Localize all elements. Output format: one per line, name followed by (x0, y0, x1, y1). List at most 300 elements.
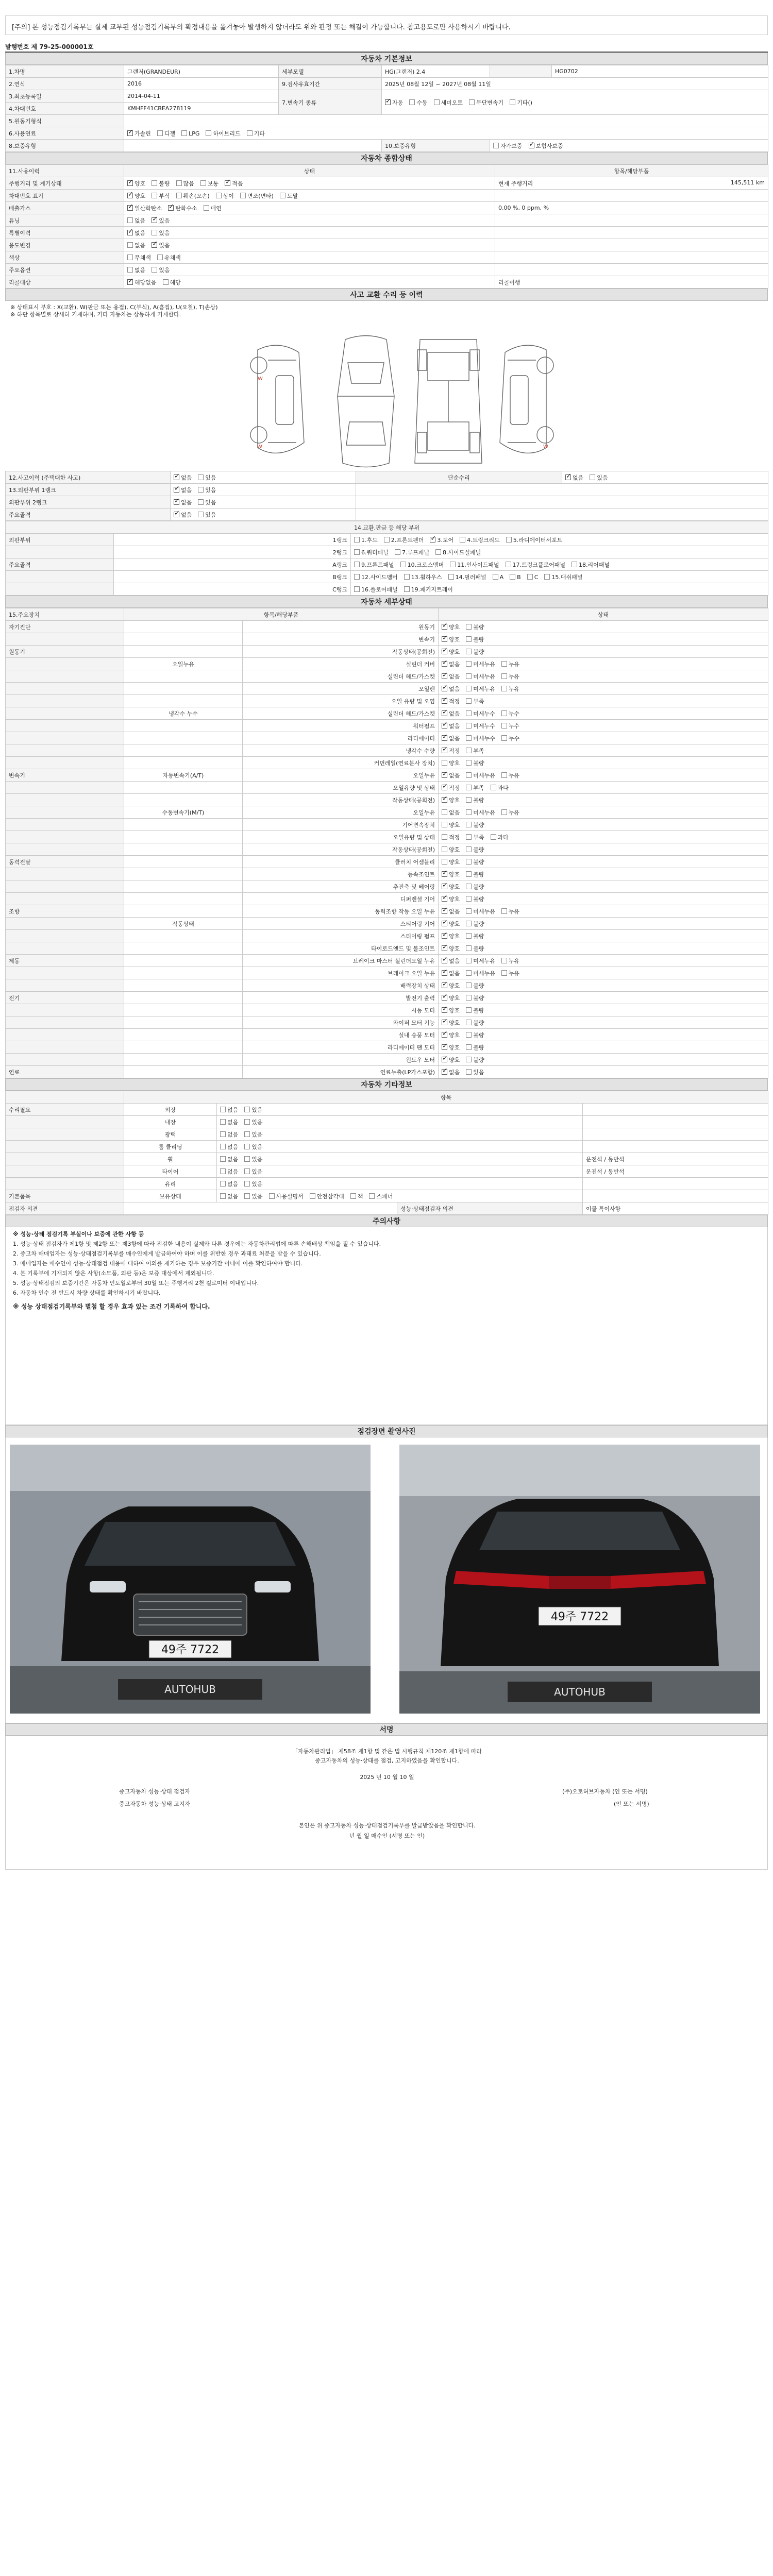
checkbox-icon[interactable] (385, 99, 391, 105)
checkbox-icon[interactable] (469, 99, 475, 105)
checkbox-icon[interactable] (409, 99, 415, 105)
checkbox-icon[interactable] (506, 537, 512, 543)
checkbox-icon[interactable] (442, 970, 447, 976)
checkbox-icon[interactable] (466, 710, 472, 716)
checkbox-icon[interactable] (466, 624, 472, 630)
checkbox-icon[interactable] (369, 1193, 375, 1199)
option-detail.rows.33.opts-0[interactable] (442, 1031, 460, 1039)
option-summary.rows.4.opts-0[interactable] (127, 229, 145, 237)
option-detail.rows.21.opts-0[interactable] (442, 883, 460, 891)
checkbox-icon[interactable] (200, 180, 206, 186)
checkbox-icon[interactable] (127, 180, 133, 186)
option-summary.rows.0.opts-0[interactable] (127, 179, 145, 188)
checkbox-icon[interactable] (466, 945, 472, 951)
option-accident.parts_rows.3.parts-5[interactable] (527, 574, 539, 581)
option-basic.fuel_opts-2[interactable] (181, 130, 199, 137)
checkbox-icon[interactable] (152, 193, 157, 198)
checkbox-icon[interactable] (442, 871, 447, 877)
option-detail.rows.2.opts-1[interactable] (466, 648, 484, 656)
option-summary.rows.2.opts-0[interactable] (127, 204, 162, 212)
checkbox-icon[interactable] (152, 217, 157, 223)
option-detail.rows.24.opts-0[interactable] (442, 920, 460, 928)
option-detail.rows.16.opts-1[interactable] (466, 821, 484, 829)
checkbox-icon[interactable] (442, 760, 447, 766)
option-detail.rows.23.opts-2[interactable] (501, 907, 519, 916)
checkbox-icon[interactable] (442, 846, 447, 852)
option-summary.rows.8.opts-0[interactable] (127, 278, 157, 286)
option-other.rows.5.opts-0[interactable] (220, 1167, 238, 1176)
option-detail.rows.15.opts-2[interactable] (501, 808, 519, 817)
option-accident.parts_rows.3.parts-4[interactable] (510, 574, 521, 581)
option-accident.parts_rows.4.parts-1[interactable] (404, 585, 453, 594)
checkbox-icon[interactable] (216, 193, 222, 198)
option-detail.rows.27.opts-1[interactable] (466, 957, 495, 965)
checkbox-icon[interactable] (244, 1144, 250, 1149)
checkbox-icon[interactable] (220, 1107, 226, 1112)
option-other.rows.7.opts-1[interactable] (244, 1192, 262, 1200)
option-detail.rows.16.opts-0[interactable] (442, 821, 460, 829)
option-detail.rows.17.opts-0[interactable] (442, 833, 460, 841)
option-accident.parts_rows.2.parts-4[interactable] (572, 561, 610, 569)
option-other.rows.7.opts-4[interactable] (350, 1192, 363, 1200)
checkbox-icon[interactable] (384, 537, 390, 543)
option-accident.parts_rows.1.parts-0[interactable] (354, 548, 389, 556)
option-detail.rows.17.opts-2[interactable] (491, 833, 509, 841)
option-accident.parts_rows.3.parts-2[interactable] (448, 573, 486, 581)
checkbox-icon[interactable] (244, 1131, 250, 1137)
checkbox-icon[interactable] (220, 1144, 226, 1149)
checkbox-icon[interactable] (466, 871, 472, 877)
option-other.rows.1.opts-1[interactable] (244, 1118, 262, 1126)
checkbox-icon[interactable] (510, 99, 515, 105)
checkbox-icon[interactable] (157, 130, 163, 136)
checkbox-icon[interactable] (244, 1168, 250, 1174)
checkbox-icon[interactable] (220, 1156, 226, 1162)
checkbox-icon[interactable] (466, 661, 472, 667)
option-detail.rows.34.opts-0[interactable] (442, 1043, 460, 1052)
option-accident.parts_rows.3.parts-6[interactable] (544, 573, 582, 581)
option-other.rows.4.opts-0[interactable] (220, 1155, 238, 1163)
option-detail.rows.29.opts-1[interactable] (466, 981, 484, 990)
option-detail.rows.18.opts-0[interactable] (442, 845, 460, 854)
option-other.rows.1.opts-0[interactable] (220, 1118, 238, 1126)
checkbox-icon[interactable] (430, 537, 435, 543)
option-detail.rows.3.opts-1[interactable] (466, 660, 495, 668)
option-accident.parts_rows.2.parts-1[interactable] (400, 561, 444, 569)
checkbox-icon[interactable] (466, 995, 472, 1001)
checkbox-icon[interactable] (198, 499, 204, 505)
option-detail.rows.31.opts-0[interactable] (442, 1006, 460, 1014)
checkbox-icon[interactable] (127, 130, 133, 136)
option-basic.trans_opts-0[interactable] (385, 98, 403, 107)
option-detail.rows.20.opts-0[interactable] (442, 870, 460, 878)
option-basic.trans_opts-3[interactable] (469, 98, 503, 107)
option-accident.rows.1.opts-1[interactable] (198, 486, 216, 494)
checkbox-icon[interactable] (127, 242, 133, 248)
checkbox-icon[interactable] (442, 859, 447, 865)
checkbox-icon[interactable] (204, 205, 209, 211)
checkbox-icon[interactable] (442, 908, 447, 914)
option-detail.rows.5.opts-2[interactable] (501, 685, 519, 693)
checkbox-icon[interactable] (442, 797, 447, 803)
checkbox-icon[interactable] (127, 267, 133, 273)
checkbox-icon[interactable] (247, 130, 253, 136)
checkbox-icon[interactable] (127, 193, 133, 198)
option-detail.rows.36.opts-0[interactable] (442, 1068, 460, 1076)
checkbox-icon[interactable] (176, 193, 182, 198)
checkbox-icon[interactable] (466, 884, 472, 889)
option-detail.rows.5.opts-1[interactable] (466, 685, 495, 693)
option-detail.rows.5.opts-0[interactable] (442, 685, 460, 693)
option-detail.rows.1.opts-1[interactable] (466, 635, 484, 643)
option-detail.rows.33.opts-1[interactable] (466, 1031, 484, 1039)
option-detail.rows.15.opts-0[interactable] (442, 808, 460, 817)
option-detail.rows.17.opts-1[interactable] (466, 833, 484, 841)
checkbox-icon[interactable] (466, 809, 472, 815)
option-accident.parts_rows.2.parts-0[interactable] (354, 561, 394, 569)
option-accident.parts_rows.0.parts-4[interactable] (506, 536, 563, 544)
checkbox-icon[interactable] (442, 636, 447, 642)
option-other.rows.7.opts-0[interactable] (220, 1192, 238, 1200)
option-accident.rows.1.opts-0[interactable] (174, 486, 192, 494)
checkbox-icon[interactable] (442, 772, 447, 778)
checkbox-icon[interactable] (350, 1193, 356, 1199)
checkbox-icon[interactable] (450, 562, 456, 567)
option-detail.rows.3.opts-2[interactable] (501, 660, 519, 668)
checkbox-icon[interactable] (354, 562, 360, 567)
checkbox-icon[interactable] (442, 673, 447, 679)
option-summary.rows.8.opts-1[interactable] (163, 278, 181, 286)
checkbox-icon[interactable] (395, 549, 400, 555)
checkbox-icon[interactable] (310, 1193, 315, 1199)
checkbox-icon[interactable] (501, 661, 507, 667)
checkbox-icon[interactable] (544, 574, 550, 580)
checkbox-icon[interactable] (244, 1181, 250, 1187)
option-accident.parts_rows.3.parts-0[interactable] (354, 573, 398, 581)
checkbox-icon[interactable] (493, 143, 499, 148)
option-detail.rows.7.opts-0[interactable] (442, 709, 460, 718)
checkbox-icon[interactable] (127, 255, 133, 260)
option-accident.parts_rows.3.parts-1[interactable] (404, 573, 442, 581)
option-detail.rows.0.opts-1[interactable] (466, 623, 484, 631)
checkbox-icon[interactable] (434, 99, 440, 105)
option-other.rows.2.opts-0[interactable] (220, 1130, 238, 1139)
option-detail.rows.32.opts-0[interactable] (442, 1019, 460, 1027)
option-summary.rows.5.opts-1[interactable] (152, 241, 170, 249)
option-summary.rows.0.opts-1[interactable] (152, 179, 170, 188)
checkbox-icon[interactable] (174, 474, 179, 480)
checkbox-icon[interactable] (442, 958, 447, 963)
option-basic.trans_opts-2[interactable] (434, 98, 463, 107)
checkbox-icon[interactable] (435, 549, 441, 555)
option-other.rows.7.opts-3[interactable] (310, 1192, 344, 1200)
checkbox-icon[interactable] (466, 748, 472, 753)
checkbox-icon[interactable] (220, 1131, 226, 1137)
checkbox-icon[interactable] (466, 686, 472, 691)
checkbox-icon[interactable] (466, 673, 472, 679)
option-accident.parts_rows.4.parts-0[interactable] (354, 585, 398, 594)
checkbox-icon[interactable] (220, 1193, 226, 1199)
option-other.rows.7.opts-2[interactable] (269, 1192, 304, 1200)
checkbox-icon[interactable] (466, 896, 472, 902)
checkbox-icon[interactable] (269, 1193, 275, 1199)
checkbox-icon[interactable] (590, 474, 595, 480)
checkbox-icon[interactable] (152, 242, 157, 248)
option-summary.rows.7.opts-1[interactable] (152, 266, 170, 274)
option-summary.rows.0.opts-3[interactable] (200, 179, 219, 188)
option-detail.rows.2.opts-0[interactable] (442, 648, 460, 656)
option-accident.parts_rows.0.parts-0[interactable] (354, 536, 378, 544)
checkbox-icon[interactable] (501, 809, 507, 815)
checkbox-icon[interactable] (442, 896, 447, 902)
checkbox-icon[interactable] (181, 130, 187, 136)
option-other.rows.3.opts-0[interactable] (220, 1143, 238, 1151)
checkbox-icon[interactable] (442, 1020, 447, 1025)
option-basic.trans_opts-4[interactable] (510, 98, 532, 107)
checkbox-icon[interactable] (442, 995, 447, 1001)
checkbox-icon[interactable] (466, 1007, 472, 1013)
option-other.rows.6.opts-1[interactable] (244, 1180, 262, 1188)
option-detail.rows.21.opts-1[interactable] (466, 883, 484, 891)
checkbox-icon[interactable] (466, 760, 472, 766)
option-basic.fuel_opts-0[interactable] (127, 129, 151, 138)
checkbox-icon[interactable] (206, 130, 211, 136)
option-detail.rows.19.opts-0[interactable] (442, 858, 460, 866)
option-detail.rows.24.opts-1[interactable] (466, 920, 484, 928)
checkbox-icon[interactable] (466, 772, 472, 778)
checkbox-icon[interactable] (442, 1007, 447, 1013)
option-detail.rows.10.opts-0[interactable] (442, 747, 460, 755)
option-accident.parts_rows.1.parts-2[interactable] (435, 548, 481, 556)
checkbox-icon[interactable] (442, 710, 447, 716)
option-summary.rows.0.opts-2[interactable] (176, 179, 194, 188)
checkbox-icon[interactable] (501, 772, 507, 778)
checkbox-icon[interactable] (157, 255, 163, 260)
checkbox-icon[interactable] (442, 933, 447, 939)
option-detail.rows.4.opts-2[interactable] (501, 672, 519, 681)
checkbox-icon[interactable] (442, 1032, 447, 1038)
checkbox-icon[interactable] (225, 180, 230, 186)
option-summary.rows.6.opts-1[interactable] (157, 253, 181, 262)
checkbox-icon[interactable] (244, 1107, 250, 1112)
option-detail.rows.7.opts-1[interactable] (466, 709, 495, 718)
checkbox-icon[interactable] (176, 180, 182, 186)
option-accident.rows.2.opts-0[interactable] (174, 498, 192, 506)
checkbox-icon[interactable] (174, 512, 179, 517)
option-detail.rows.20.opts-1[interactable] (466, 870, 484, 878)
checkbox-icon[interactable] (127, 279, 133, 285)
checkbox-icon[interactable] (493, 574, 498, 580)
option-accident.parts_rows.0.parts-2[interactable] (430, 536, 453, 544)
option-detail.rows.25.opts-1[interactable] (466, 932, 484, 940)
option-basic.trans_opts-1[interactable] (409, 98, 427, 107)
option-detail.rows.18.opts-1[interactable] (466, 845, 484, 854)
checkbox-icon[interactable] (466, 921, 472, 926)
option-summary.rows.1.opts-3[interactable] (216, 192, 234, 200)
checkbox-icon[interactable] (354, 586, 360, 592)
checkbox-icon[interactable] (466, 797, 472, 803)
checkbox-icon[interactable] (127, 217, 133, 223)
option-detail.rows.14.opts-1[interactable] (466, 796, 484, 804)
option-summary.rows.1.opts-1[interactable] (152, 192, 170, 200)
option-summary.rows.4.opts-1[interactable] (152, 229, 170, 237)
option-detail.rows.22.opts-0[interactable] (442, 895, 460, 903)
checkbox-icon[interactable] (442, 822, 447, 827)
checkbox-icon[interactable] (127, 205, 133, 211)
checkbox-icon[interactable] (198, 512, 204, 517)
option-accident.rows.0.opts-0[interactable] (174, 473, 192, 482)
option-basic.warranty_opts-0[interactable] (493, 142, 523, 150)
checkbox-icon[interactable] (466, 723, 472, 728)
option-detail.rows.34.opts-1[interactable] (466, 1043, 484, 1052)
option-accident.rows.0.opts2-0[interactable] (565, 473, 583, 482)
option-detail.rows.28.opts-0[interactable] (442, 969, 460, 977)
option-detail.rows.28.opts-1[interactable] (466, 969, 495, 977)
option-accident.parts_rows.3.parts-3[interactable] (493, 574, 504, 581)
checkbox-icon[interactable] (442, 661, 447, 667)
checkbox-icon[interactable] (404, 586, 410, 592)
option-detail.rows.0.opts-0[interactable] (442, 623, 460, 631)
checkbox-icon[interactable] (466, 933, 472, 939)
checkbox-icon[interactable] (244, 1156, 250, 1162)
option-detail.rows.9.opts-0[interactable] (442, 734, 460, 742)
checkbox-icon[interactable] (491, 785, 496, 790)
option-detail.rows.6.opts-1[interactable] (466, 697, 484, 705)
checkbox-icon[interactable] (466, 1020, 472, 1025)
checkbox-icon[interactable] (442, 624, 447, 630)
checkbox-icon[interactable] (442, 834, 447, 840)
checkbox-icon[interactable] (442, 982, 447, 988)
checkbox-icon[interactable] (442, 1057, 447, 1062)
option-summary.rows.2.opts-1[interactable] (168, 204, 197, 212)
checkbox-icon[interactable] (127, 230, 133, 235)
option-detail.rows.27.opts-2[interactable] (501, 957, 519, 965)
option-detail.rows.22.opts-1[interactable] (466, 895, 484, 903)
option-detail.rows.29.opts-0[interactable] (442, 981, 460, 990)
option-other.rows.3.opts-1[interactable] (244, 1143, 262, 1151)
option-other.rows.4.opts-1[interactable] (244, 1155, 262, 1163)
checkbox-icon[interactable] (442, 884, 447, 889)
checkbox-icon[interactable] (466, 958, 472, 963)
option-detail.rows.8.opts-2[interactable] (501, 722, 519, 730)
option-summary.rows.1.opts-2[interactable] (176, 192, 210, 200)
option-accident.rows.3.opts-1[interactable] (198, 511, 216, 519)
option-detail.rows.12.opts-1[interactable] (466, 771, 495, 779)
option-accident.parts_rows.2.parts-2[interactable] (450, 561, 499, 569)
option-summary.rows.2.opts-2[interactable] (204, 204, 222, 212)
checkbox-icon[interactable] (152, 230, 157, 235)
option-detail.rows.30.opts-1[interactable] (466, 994, 484, 1002)
checkbox-icon[interactable] (220, 1181, 226, 1187)
checkbox-icon[interactable] (466, 1032, 472, 1038)
checkbox-icon[interactable] (152, 267, 157, 273)
checkbox-icon[interactable] (404, 574, 410, 580)
checkbox-icon[interactable] (354, 574, 360, 580)
checkbox-icon[interactable] (501, 908, 507, 914)
option-basic.fuel_opts-1[interactable] (157, 129, 175, 138)
checkbox-icon[interactable] (466, 1044, 472, 1050)
checkbox-icon[interactable] (510, 574, 515, 580)
option-other.rows.6.opts-0[interactable] (220, 1180, 238, 1188)
option-detail.rows.11.opts-0[interactable] (442, 759, 460, 767)
checkbox-icon[interactable] (354, 549, 360, 555)
option-detail.rows.35.opts-1[interactable] (466, 1056, 484, 1064)
option-detail.rows.4.opts-0[interactable] (442, 672, 460, 681)
checkbox-icon[interactable] (442, 785, 447, 790)
option-detail.rows.3.opts-0[interactable] (442, 660, 460, 668)
option-other.rows.0.opts-1[interactable] (244, 1106, 262, 1114)
option-detail.rows.12.opts-2[interactable] (501, 771, 519, 779)
checkbox-icon[interactable] (466, 859, 472, 865)
option-detail.rows.36.opts-1[interactable] (466, 1068, 484, 1076)
checkbox-icon[interactable] (220, 1168, 226, 1174)
checkbox-icon[interactable] (506, 562, 511, 567)
checkbox-icon[interactable] (400, 562, 406, 567)
checkbox-icon[interactable] (442, 809, 447, 815)
checkbox-icon[interactable] (354, 537, 360, 543)
option-summary.rows.0.opts-4[interactable] (225, 179, 243, 188)
option-summary.rows.7.opts-0[interactable] (127, 266, 145, 274)
option-detail.rows.28.opts-2[interactable] (501, 969, 519, 977)
checkbox-icon[interactable] (501, 673, 507, 679)
option-accident.parts_rows.1.parts-1[interactable] (395, 548, 429, 556)
option-detail.rows.31.opts-1[interactable] (466, 1006, 484, 1014)
option-detail.rows.9.opts-2[interactable] (501, 734, 519, 742)
option-detail.rows.26.opts-0[interactable] (442, 944, 460, 953)
option-summary.rows.3.opts-1[interactable] (152, 216, 170, 225)
checkbox-icon[interactable] (466, 822, 472, 827)
checkbox-icon[interactable] (244, 1193, 250, 1199)
option-accident.rows.0.opts-1[interactable] (198, 473, 216, 482)
option-other.rows.7.opts-5[interactable] (369, 1192, 393, 1200)
checkbox-icon[interactable] (466, 785, 472, 790)
option-summary.rows.5.opts-0[interactable] (127, 241, 145, 249)
checkbox-icon[interactable] (240, 193, 246, 198)
option-detail.rows.32.opts-1[interactable] (466, 1019, 484, 1027)
checkbox-icon[interactable] (466, 649, 472, 654)
option-detail.rows.8.opts-1[interactable] (466, 722, 495, 730)
option-detail.rows.27.opts-0[interactable] (442, 957, 460, 965)
checkbox-icon[interactable] (501, 723, 507, 728)
option-detail.rows.13.opts-2[interactable] (491, 784, 509, 792)
option-accident.rows.0.opts2-1[interactable] (590, 473, 608, 482)
checkbox-icon[interactable] (442, 698, 447, 704)
checkbox-icon[interactable] (466, 636, 472, 642)
option-summary.rows.6.opts-0[interactable] (127, 253, 151, 262)
option-accident.parts_rows.0.parts-3[interactable] (460, 536, 500, 544)
option-accident.rows.2.opts-1[interactable] (198, 498, 216, 506)
checkbox-icon[interactable] (442, 723, 447, 728)
checkbox-icon[interactable] (280, 193, 285, 198)
checkbox-icon[interactable] (572, 562, 577, 567)
option-detail.rows.23.opts-0[interactable] (442, 907, 460, 916)
checkbox-icon[interactable] (220, 1119, 226, 1125)
checkbox-icon[interactable] (466, 970, 472, 976)
option-detail.rows.11.opts-1[interactable] (466, 759, 484, 767)
option-detail.rows.7.opts-2[interactable] (501, 709, 519, 718)
checkbox-icon[interactable] (460, 537, 465, 543)
option-detail.rows.10.opts-1[interactable] (466, 747, 484, 755)
option-detail.rows.23.opts-1[interactable] (466, 907, 495, 916)
checkbox-icon[interactable] (529, 143, 534, 148)
checkbox-icon[interactable] (565, 474, 571, 480)
option-detail.rows.35.opts-0[interactable] (442, 1056, 460, 1064)
option-accident.parts_rows.0.parts-1[interactable] (384, 536, 424, 544)
checkbox-icon[interactable] (466, 1069, 472, 1075)
checkbox-icon[interactable] (152, 180, 157, 186)
option-basic.warranty_opts-1[interactable] (529, 142, 563, 150)
option-accident.parts_rows.2.parts-3[interactable] (506, 561, 566, 569)
